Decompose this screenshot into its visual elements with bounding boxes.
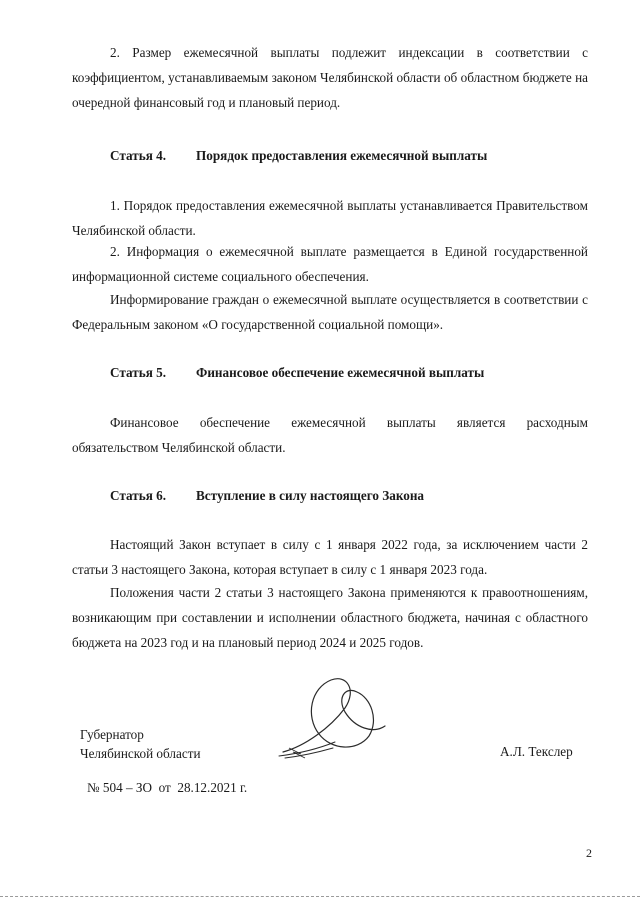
paragraph-indexation: 2. Размер ежемесячной выплаты подлежит индексации в соответствии с коэффициентом, устанавливаемым законом Челябинской области об областном бюджете на очередной финансовый год и плановый период. xyxy=(72,45,588,110)
article-5-paragraph-1: Финансовое обеспечение ежемесячной выплаты является расходным обязательством Челябинской области. xyxy=(72,415,588,455)
article-5-title: Финансовое обеспечение ежемесячной выплаты xyxy=(196,365,485,380)
article-6-heading xyxy=(110,488,424,504)
signatory-position xyxy=(80,725,201,763)
position-line-2: Челябинской области xyxy=(80,746,201,761)
article-6-paragraph-2: Положения части 2 статьи 3 настоящего Закона применяются к правоотношениям, возникающим при составлении и исполнении областного бюджета, начиная с областного бюджета на 2023 год и на плановый период 2024 и 2025 годов. xyxy=(72,585,588,650)
article-6-title: Вступление в силу настоящего Закона xyxy=(196,488,425,503)
page-number: 2 xyxy=(586,846,592,860)
article-4-paragraph-2: 2. Информация о ежемесячной выплате размещается в Единой государственной информационной системе социального обеспечения. xyxy=(72,244,588,284)
position-line-1: Губернатор xyxy=(80,727,144,742)
page-bottom-edge xyxy=(0,896,640,897)
registration-number: № 504 – ЗО от 28.12.2021 г. xyxy=(87,780,248,795)
article-4-paragraph-3: Информирование граждан о ежемесячной выплате осуществляется в соответствии с Федеральным законом «О государственной социальной помощи». xyxy=(72,292,588,332)
article-5-number: Статья 5. xyxy=(110,365,167,380)
article-6-number: Статья 6. xyxy=(110,488,167,503)
signatory-name: А.Л. Текслер xyxy=(500,744,573,759)
handwritten-signature xyxy=(275,668,395,768)
article-4-number: Статья 4. xyxy=(110,148,167,163)
article-4-title: Порядок предоставления ежемесячной выплаты xyxy=(196,148,488,163)
article-5-heading xyxy=(110,365,484,381)
article-6-paragraph-1: Настоящий Закон вступает в силу с 1 января 2022 года, за исключением части 2 статьи 3 настоящего Закона, которая вступает в силу с 1 января 2023 года. xyxy=(72,537,588,577)
article-4-paragraph-1: 1. Порядок предоставления ежемесячной выплаты устанавливается Правительством Челябинской области. xyxy=(72,198,588,238)
article-4-heading xyxy=(110,148,487,164)
